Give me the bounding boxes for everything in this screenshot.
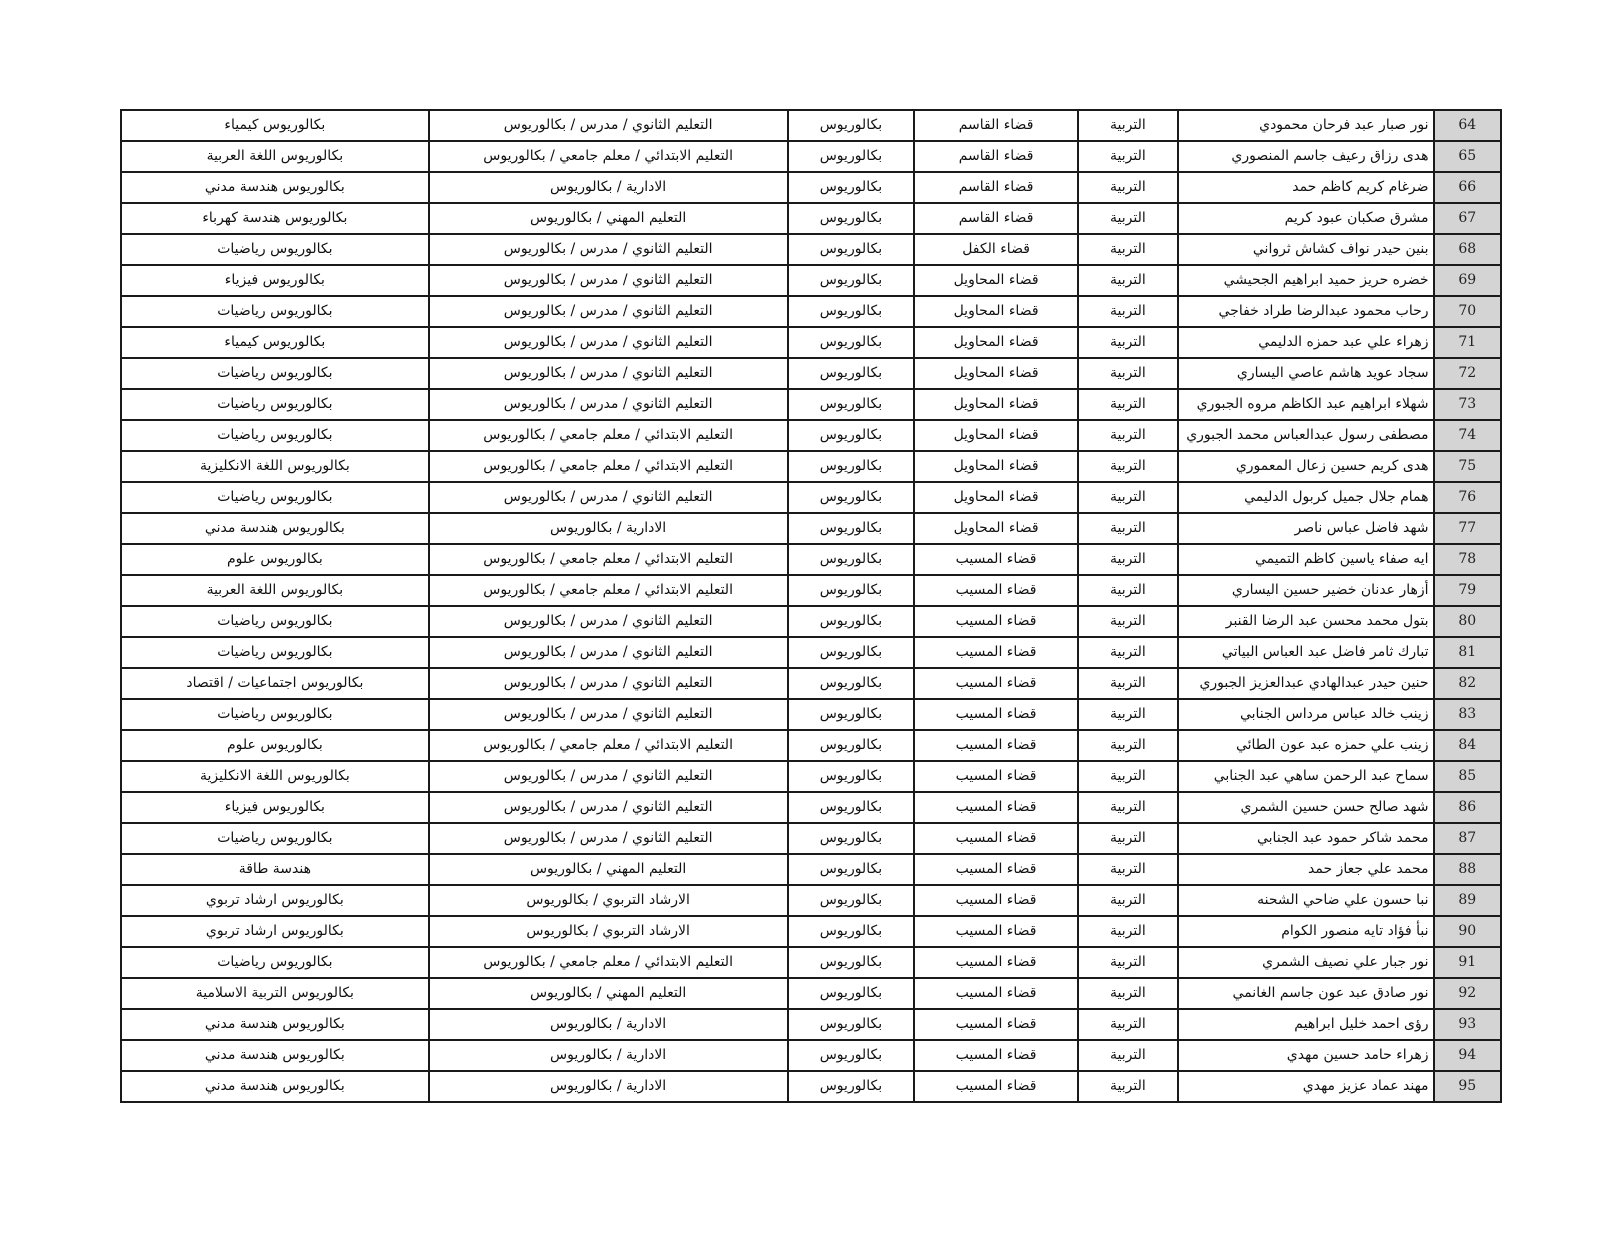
table-row (121, 296, 1501, 327)
position-cell: التعليم الثانوي / مدرس / بكالوريوس (429, 389, 788, 420)
specialty-cell: بكالوريوس فيزياء (121, 265, 429, 296)
position-cell: التعليم الثانوي / مدرس / بكالوريوس (429, 637, 788, 668)
table-row (121, 606, 1501, 637)
employee-name-cell: ايه صفاء ياسين كاظم التميمي (1178, 544, 1434, 575)
district-cell: قضاء المحاويل (914, 327, 1078, 358)
department-cell: التربية (1078, 823, 1178, 854)
department-cell: التربية (1078, 885, 1178, 916)
table-row (121, 389, 1501, 420)
employee-name-cell: شهد فاضل عباس ناصر (1178, 513, 1434, 544)
department-cell: التربية (1078, 110, 1178, 141)
table-row (121, 141, 1501, 172)
district-cell: قضاء المسيب (914, 792, 1078, 823)
position-cell: الادارية / بكالوريوس (429, 1071, 788, 1102)
table-body (121, 110, 1501, 1102)
specialty-cell: بكالوريوس كيمياء (121, 327, 429, 358)
degree-cell: بكالوريوس (788, 606, 915, 637)
employee-name-cell: زهراء علي عبد حمزه الدليمي (1178, 327, 1434, 358)
district-cell: قضاء المحاويل (914, 296, 1078, 327)
employee-name-cell: همام جلال جميل كربول الدليمي (1178, 482, 1434, 513)
specialty-cell: بكالوريوس اللغة الانكليزية (121, 451, 429, 482)
employee-name-cell: أزهار عدنان خضير حسين اليساري (1178, 575, 1434, 606)
department-cell: التربية (1078, 389, 1178, 420)
department-cell: التربية (1078, 141, 1178, 172)
employee-name-cell: شهلاء ابراهيم عبد الكاظم مروه الجبوري (1178, 389, 1434, 420)
position-cell: التعليم الثانوي / مدرس / بكالوريوس (429, 823, 788, 854)
table-row (121, 513, 1501, 544)
degree-cell: بكالوريوس (788, 637, 915, 668)
row-number-cell: 87 (1434, 823, 1501, 854)
degree-cell: بكالوريوس (788, 451, 915, 482)
degree-cell: بكالوريوس (788, 885, 915, 916)
specialty-cell: بكالوريوس اللغة العربية (121, 575, 429, 606)
row-number-cell: 78 (1434, 544, 1501, 575)
specialty-cell: بكالوريوس علوم (121, 730, 429, 761)
specialty-cell: بكالوريوس هندسة مدني (121, 513, 429, 544)
specialty-cell: بكالوريوس التربية الاسلامية (121, 978, 429, 1009)
table-row (121, 482, 1501, 513)
district-cell: قضاء المحاويل (914, 265, 1078, 296)
row-number-cell: 69 (1434, 265, 1501, 296)
table-row (121, 358, 1501, 389)
specialty-cell: بكالوريوس رياضيات (121, 637, 429, 668)
position-cell: التعليم الثانوي / مدرس / بكالوريوس (429, 792, 788, 823)
district-cell: قضاء المسيب (914, 885, 1078, 916)
district-cell: قضاء المسيب (914, 637, 1078, 668)
specialty-cell: بكالوريوس رياضيات (121, 699, 429, 730)
degree-cell: بكالوريوس (788, 854, 915, 885)
district-cell: قضاء المسيب (914, 668, 1078, 699)
row-number-cell: 79 (1434, 575, 1501, 606)
department-cell: التربية (1078, 1071, 1178, 1102)
employee-name-cell: نور صادق عبد عون جاسم الغانمي (1178, 978, 1434, 1009)
position-cell: التعليم الابتدائي / معلم جامعي / بكالوريوس (429, 544, 788, 575)
specialty-cell: بكالوريوس علوم (121, 544, 429, 575)
degree-cell: بكالوريوس (788, 823, 915, 854)
degree-cell: بكالوريوس (788, 203, 915, 234)
degree-cell: بكالوريوس (788, 141, 915, 172)
specialty-cell: هندسة طاقة (121, 854, 429, 885)
district-cell: قضاء المسيب (914, 761, 1078, 792)
degree-cell: بكالوريوس (788, 265, 915, 296)
district-cell: قضاء المحاويل (914, 389, 1078, 420)
row-number-cell: 82 (1434, 668, 1501, 699)
degree-cell: بكالوريوس (788, 234, 915, 265)
row-number-cell: 94 (1434, 1040, 1501, 1071)
document-sheet (120, 109, 1502, 1103)
district-cell: قضاء المسيب (914, 978, 1078, 1009)
table-row (121, 327, 1501, 358)
degree-cell: بكالوريوس (788, 978, 915, 1009)
row-number-cell: 76 (1434, 482, 1501, 513)
degree-cell: بكالوريوس (788, 792, 915, 823)
specialty-cell: بكالوريوس هندسة كهرباء (121, 203, 429, 234)
degree-cell: بكالوريوس (788, 730, 915, 761)
table-row (121, 947, 1501, 978)
table-row (121, 637, 1501, 668)
employee-name-cell: نبا حسون علي ضاحي الشحنه (1178, 885, 1434, 916)
position-cell: التعليم الابتدائي / معلم جامعي / بكالوريوس (429, 947, 788, 978)
department-cell: التربية (1078, 482, 1178, 513)
degree-cell: بكالوريوس (788, 761, 915, 792)
employee-name-cell: رحاب محمود عبدالرضا طراد خفاجي (1178, 296, 1434, 327)
department-cell: التربية (1078, 1040, 1178, 1071)
position-cell: التعليم الثانوي / مدرس / بكالوريوس (429, 482, 788, 513)
department-cell: التربية (1078, 637, 1178, 668)
specialty-cell: بكالوريوس اجتماعيات / اقتصاد (121, 668, 429, 699)
position-cell: التعليم الثانوي / مدرس / بكالوريوس (429, 358, 788, 389)
row-number-cell: 71 (1434, 327, 1501, 358)
position-cell: التعليم المهني / بكالوريوس (429, 978, 788, 1009)
district-cell: قضاء المحاويل (914, 451, 1078, 482)
table-row (121, 761, 1501, 792)
employee-name-cell: زينب خالد عباس مرداس الجنابي (1178, 699, 1434, 730)
row-number-cell: 90 (1434, 916, 1501, 947)
district-cell: قضاء المحاويل (914, 420, 1078, 451)
specialty-cell: بكالوريوس هندسة مدني (121, 1040, 429, 1071)
district-cell: قضاء المسيب (914, 1040, 1078, 1071)
employee-name-cell: خضره حريز حميد ابراهيم الجحيشي (1178, 265, 1434, 296)
degree-cell: بكالوريوس (788, 296, 915, 327)
table-row (121, 978, 1501, 1009)
district-cell: قضاء المسيب (914, 1009, 1078, 1040)
district-cell: قضاء المسيب (914, 854, 1078, 885)
specialty-cell: بكالوريوس رياضيات (121, 606, 429, 637)
degree-cell: بكالوريوس (788, 327, 915, 358)
table-row (121, 730, 1501, 761)
department-cell: التربية (1078, 234, 1178, 265)
district-cell: قضاء الكفل (914, 234, 1078, 265)
district-cell: قضاء المسيب (914, 730, 1078, 761)
table-row (121, 699, 1501, 730)
department-cell: التربية (1078, 730, 1178, 761)
position-cell: التعليم الثانوي / مدرس / بكالوريوس (429, 761, 788, 792)
employee-name-cell: تبارك ثامر فاضل عبد العباس البياتي (1178, 637, 1434, 668)
specialty-cell: بكالوريوس رياضيات (121, 823, 429, 854)
row-number-cell: 67 (1434, 203, 1501, 234)
specialty-cell: بكالوريوس رياضيات (121, 234, 429, 265)
specialty-cell: بكالوريوس رياضيات (121, 482, 429, 513)
department-cell: التربية (1078, 854, 1178, 885)
specialty-cell: بكالوريوس اللغة العربية (121, 141, 429, 172)
degree-cell: بكالوريوس (788, 420, 915, 451)
degree-cell: بكالوريوس (788, 389, 915, 420)
district-cell: قضاء القاسم (914, 172, 1078, 203)
department-cell: التربية (1078, 978, 1178, 1009)
row-number-cell: 91 (1434, 947, 1501, 978)
position-cell: الادارية / بكالوريوس (429, 1040, 788, 1071)
department-cell: التربية (1078, 575, 1178, 606)
employee-name-cell: سجاد عويد هاشم عاصي اليساري (1178, 358, 1434, 389)
degree-cell: بكالوريوس (788, 172, 915, 203)
degree-cell: بكالوريوس (788, 668, 915, 699)
row-number-cell: 68 (1434, 234, 1501, 265)
table-row (121, 1040, 1501, 1071)
district-cell: قضاء المسيب (914, 947, 1078, 978)
row-number-cell: 65 (1434, 141, 1501, 172)
position-cell: التعليم المهني / بكالوريوس (429, 203, 788, 234)
position-cell: التعليم الثانوي / مدرس / بكالوريوس (429, 234, 788, 265)
row-number-cell: 83 (1434, 699, 1501, 730)
degree-cell: بكالوريوس (788, 575, 915, 606)
department-cell: التربية (1078, 544, 1178, 575)
position-cell: التعليم الابتدائي / معلم جامعي / بكالوريوس (429, 730, 788, 761)
row-number-cell: 75 (1434, 451, 1501, 482)
district-cell: قضاء القاسم (914, 203, 1078, 234)
employee-name-cell: بتول محمد محسن عبد الرضا القنبر (1178, 606, 1434, 637)
employee-name-cell: حنين حيدر عبدالهادي عبدالعزيز الجبوري (1178, 668, 1434, 699)
district-cell: قضاء المحاويل (914, 358, 1078, 389)
department-cell: التربية (1078, 1009, 1178, 1040)
district-cell: قضاء المسيب (914, 544, 1078, 575)
department-cell: التربية (1078, 916, 1178, 947)
department-cell: التربية (1078, 668, 1178, 699)
table-row (121, 668, 1501, 699)
employee-name-cell: بنين حيدر نواف كشاش ثرواني (1178, 234, 1434, 265)
row-number-cell: 81 (1434, 637, 1501, 668)
district-cell: قضاء المحاويل (914, 513, 1078, 544)
degree-cell: بكالوريوس (788, 358, 915, 389)
district-cell: قضاء القاسم (914, 141, 1078, 172)
table-row (121, 234, 1501, 265)
table-row (121, 451, 1501, 482)
row-number-cell: 77 (1434, 513, 1501, 544)
table-row (121, 916, 1501, 947)
row-number-cell: 80 (1434, 606, 1501, 637)
position-cell: التعليم الثانوي / مدرس / بكالوريوس (429, 110, 788, 141)
specialty-cell: بكالوريوس هندسة مدني (121, 172, 429, 203)
row-number-cell: 72 (1434, 358, 1501, 389)
position-cell: الادارية / بكالوريوس (429, 172, 788, 203)
department-cell: التربية (1078, 327, 1178, 358)
position-cell: التعليم الثانوي / مدرس / بكالوريوس (429, 668, 788, 699)
employee-name-cell: زينب علي حمزه عبد عون الطائي (1178, 730, 1434, 761)
row-number-cell: 88 (1434, 854, 1501, 885)
degree-cell: بكالوريوس (788, 110, 915, 141)
degree-cell: بكالوريوس (788, 699, 915, 730)
degree-cell: بكالوريوس (788, 482, 915, 513)
table-row (121, 885, 1501, 916)
degree-cell: بكالوريوس (788, 1009, 915, 1040)
specialty-cell: بكالوريوس اللغة الانكليزية (121, 761, 429, 792)
district-cell: قضاء المسيب (914, 1071, 1078, 1102)
degree-cell: بكالوريوس (788, 1040, 915, 1071)
department-cell: التربية (1078, 699, 1178, 730)
row-number-cell: 92 (1434, 978, 1501, 1009)
employee-name-cell: نور صبار عبد فرحان محمودي (1178, 110, 1434, 141)
position-cell: التعليم الثانوي / مدرس / بكالوريوس (429, 296, 788, 327)
row-number-cell: 95 (1434, 1071, 1501, 1102)
specialty-cell: بكالوريوس هندسة مدني (121, 1009, 429, 1040)
table-row (121, 854, 1501, 885)
position-cell: الادارية / بكالوريوس (429, 1009, 788, 1040)
row-number-cell: 84 (1434, 730, 1501, 761)
row-number-cell: 85 (1434, 761, 1501, 792)
position-cell: التعليم الثانوي / مدرس / بكالوريوس (429, 265, 788, 296)
table-row (121, 1009, 1501, 1040)
department-cell: التربية (1078, 420, 1178, 451)
table-row (121, 265, 1501, 296)
row-number-cell: 64 (1434, 110, 1501, 141)
district-cell: قضاء المسيب (914, 823, 1078, 854)
employee-name-cell: مشرق صكبان عبود كريم (1178, 203, 1434, 234)
table-row (121, 203, 1501, 234)
department-cell: التربية (1078, 265, 1178, 296)
position-cell: التعليم الابتدائي / معلم جامعي / بكالوريوس (429, 575, 788, 606)
employee-name-cell: شهد صالح حسن حسين الشمري (1178, 792, 1434, 823)
employee-name-cell: هدى رزاق رعيف جاسم المنصوري (1178, 141, 1434, 172)
employee-name-cell: مصطفى رسول عبدالعباس محمد الجبوري (1178, 420, 1434, 451)
district-cell: قضاء المسيب (914, 575, 1078, 606)
department-cell: التربية (1078, 203, 1178, 234)
row-number-cell: 89 (1434, 885, 1501, 916)
employee-name-cell: نور جبار علي نصيف الشمري (1178, 947, 1434, 978)
specialty-cell: بكالوريوس ارشاد تربوي (121, 885, 429, 916)
table-row (121, 823, 1501, 854)
department-cell: التربية (1078, 296, 1178, 327)
position-cell: التعليم الثانوي / مدرس / بكالوريوس (429, 699, 788, 730)
position-cell: التعليم الثانوي / مدرس / بكالوريوس (429, 327, 788, 358)
department-cell: التربية (1078, 606, 1178, 637)
row-number-cell: 93 (1434, 1009, 1501, 1040)
department-cell: التربية (1078, 761, 1178, 792)
degree-cell: بكالوريوس (788, 544, 915, 575)
position-cell: التعليم الابتدائي / معلم جامعي / بكالوريوس (429, 420, 788, 451)
employee-name-cell: محمد علي جعاز حمد (1178, 854, 1434, 885)
table-row (121, 792, 1501, 823)
table-row (121, 544, 1501, 575)
position-cell: التعليم المهني / بكالوريوس (429, 854, 788, 885)
employee-name-cell: زهراء حامد حسين مهدي (1178, 1040, 1434, 1071)
employee-name-cell: نبأ فؤاد تايه منصور الكوام (1178, 916, 1434, 947)
degree-cell: بكالوريوس (788, 1071, 915, 1102)
department-cell: التربية (1078, 792, 1178, 823)
row-number-cell: 66 (1434, 172, 1501, 203)
position-cell: التعليم الابتدائي / معلم جامعي / بكالوريوس (429, 141, 788, 172)
employee-name-cell: ضرغام كريم كاظم حمد (1178, 172, 1434, 203)
employee-name-cell: رؤى احمد خليل ابراهيم (1178, 1009, 1434, 1040)
specialty-cell: بكالوريوس كيمياء (121, 110, 429, 141)
table-row (121, 110, 1501, 141)
degree-cell: بكالوريوس (788, 916, 915, 947)
degree-cell: بكالوريوس (788, 513, 915, 544)
specialty-cell: بكالوريوس رياضيات (121, 420, 429, 451)
specialty-cell: بكالوريوس رياضيات (121, 358, 429, 389)
position-cell: الارشاد التربوي / بكالوريوس (429, 916, 788, 947)
department-cell: التربية (1078, 172, 1178, 203)
department-cell: التربية (1078, 358, 1178, 389)
table-row (121, 1071, 1501, 1102)
employee-name-cell: محمد شاكر حمود عبد الجنابي (1178, 823, 1434, 854)
position-cell: الارشاد التربوي / بكالوريوس (429, 885, 788, 916)
degree-cell: بكالوريوس (788, 947, 915, 978)
employee-name-cell: مهند عماد عزيز مهدي (1178, 1071, 1434, 1102)
row-number-cell: 70 (1434, 296, 1501, 327)
specialty-cell: بكالوريوس ارشاد تربوي (121, 916, 429, 947)
specialty-cell: بكالوريوس رياضيات (121, 296, 429, 327)
district-cell: قضاء المسيب (914, 606, 1078, 637)
table-row (121, 575, 1501, 606)
specialty-cell: بكالوريوس رياضيات (121, 947, 429, 978)
position-cell: التعليم الثانوي / مدرس / بكالوريوس (429, 606, 788, 637)
row-number-cell: 86 (1434, 792, 1501, 823)
department-cell: التربية (1078, 513, 1178, 544)
employee-name-cell: سماح عبد الرحمن ساهي عبد الجنابي (1178, 761, 1434, 792)
employee-name-cell: هدى كريم حسين زعال المعموري (1178, 451, 1434, 482)
district-cell: قضاء القاسم (914, 110, 1078, 141)
specialty-cell: بكالوريوس هندسة مدني (121, 1071, 429, 1102)
position-cell: الادارية / بكالوريوس (429, 513, 788, 544)
district-cell: قضاء المحاويل (914, 482, 1078, 513)
row-number-cell: 73 (1434, 389, 1501, 420)
specialty-cell: بكالوريوس رياضيات (121, 389, 429, 420)
position-cell: التعليم الابتدائي / معلم جامعي / بكالوريوس (429, 451, 788, 482)
row-number-cell: 74 (1434, 420, 1501, 451)
candidates-table (120, 109, 1502, 1103)
department-cell: التربية (1078, 451, 1178, 482)
table-row (121, 420, 1501, 451)
district-cell: قضاء المسيب (914, 916, 1078, 947)
district-cell: قضاء المسيب (914, 699, 1078, 730)
table-row (121, 172, 1501, 203)
department-cell: التربية (1078, 947, 1178, 978)
specialty-cell: بكالوريوس فيزياء (121, 792, 429, 823)
